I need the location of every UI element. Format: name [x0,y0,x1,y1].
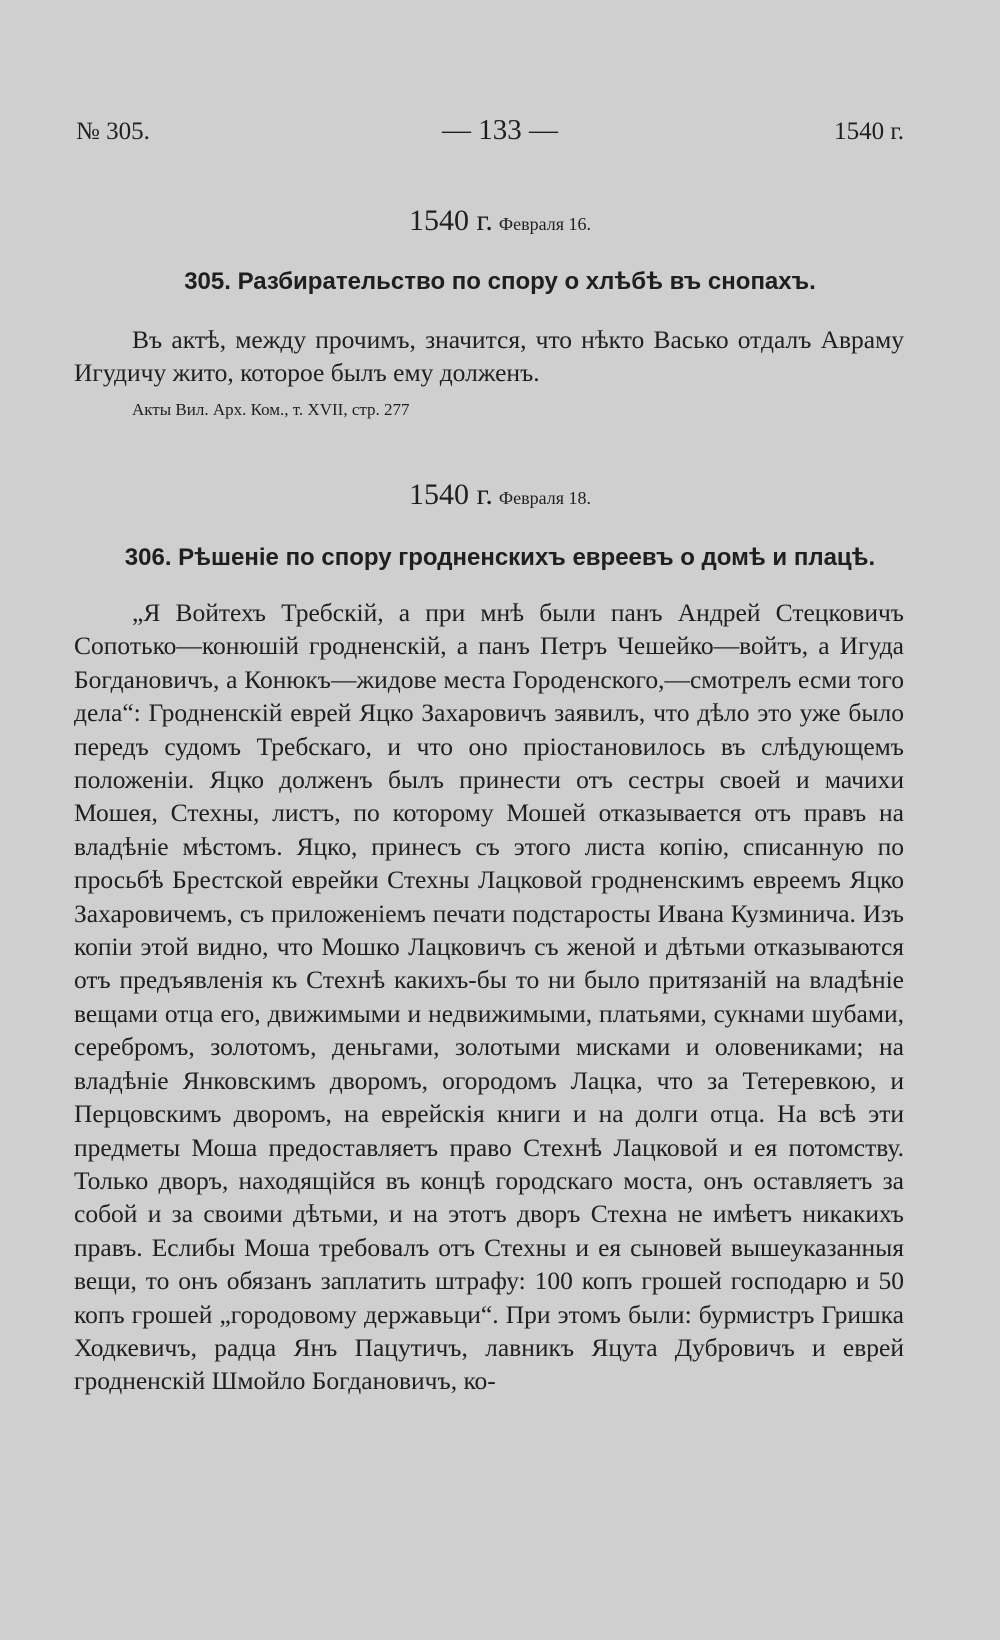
page-number: — 133 — [442,114,558,146]
entry-paragraph: Въ актѣ, между прочимъ, значится, что нѣкто Васько отдалъ Авраму Игудичу жито, которое былъ ему долженъ. [74,325,904,388]
entry-title-306: 306. Рѣшеніе по спору гродненскихъ евреевъ о домѣ и плацѣ. [124,544,876,571]
entry-date-306 [0,478,1000,512]
doc-number: № 305. [76,118,150,145]
entry-year: 1540 г. [408,478,493,511]
entry-title-305: 305. Разбирательство по спору о хлѣбѣ въ снопахъ. [184,268,816,295]
entry-date-305 [0,204,1000,238]
entry-paragraph: „Я Войтехъ Требскій, а при мнѣ были панъ Андрей Стецковичъ Сопотько—конюшій гродненскій, а панъ Петръ Чешейко—войтъ, а Игуда Богдановичъ, а Конюкъ—жидове места Городенского,—смотрелъ есми того дела“: Гродненскій еврей Яцко Захаровичъ заявилъ, что дѣло это уже было передъ судомъ Требскаго, и что оно пріостановилось въ слѣдующемъ положеніи. Яцко долженъ былъ принести отъ сестры своей и мачихи Мошея, Стехны, листъ, по которому Мошей отказывается отъ правъ на владѣніе мѣстомъ. Яцко, принесъ съ этого листа копію, списанную по просьбѣ Брестской еврейки Стехны Лацковой гродненскимъ евреемъ Яцко Захаровичемъ, съ приложеніемъ печати подстаросты Ивана Кузминича. Изъ копіи этой видно, что Мошко Лацковичъ съ женой и дѣтьми отказываются отъ предъявленія къ Стехнѣ какихъ-бы то ни было притязаній на владѣніе вещами отца его, движимыми и недвижимыми, платьями, сукнами шубами, серебромъ, золотомъ, деньгами, золотыми мисками и оловениками; на владѣніе Янковскимъ дворомъ, огородомъ Лацка, что за Тетеревкою, и Перцовскимъ дворомъ, на еврейскія книги и на долги отца. На всѣ эти предметы Моша предоставляетъ право Стехнѣ Лацковой и ея потомству. Только дворъ, находящійся въ концѣ городскаго моста, онъ оставляетъ за собой и за своими дѣтьми, и на этотъ дворъ Стехна не имѣетъ никакихъ правъ. Еслибы Моша требовалъ отъ Стехны и ея сыновей вышеуказанныя вещи, то онъ обязанъ заплатить штрафу: 100 копъ грошей господарю и 50 копъ грошей „городовому державьци“. При этомъ были: бурмистръ Гришка Ходкевичъ, радца Янъ Пацутичъ, лавникъ Яцута Дубровичъ и еврей гродненскій Шмойло Богдановичъ, ко- [74,598,904,1396]
entry-month-day: Февраля 16. [498,214,592,234]
entry-text-305 [74,323,904,390]
entry-month-day: Февраля 18. [498,488,592,508]
header-year: 1540 г. [834,118,904,145]
entry-source-305: Акты Вил. Арх. Ком., т. XVII, стр. 277 [132,400,410,419]
entry-year: 1540 г. [408,204,493,237]
entry-text-306 [74,596,904,1398]
page-header [0,114,1000,158]
